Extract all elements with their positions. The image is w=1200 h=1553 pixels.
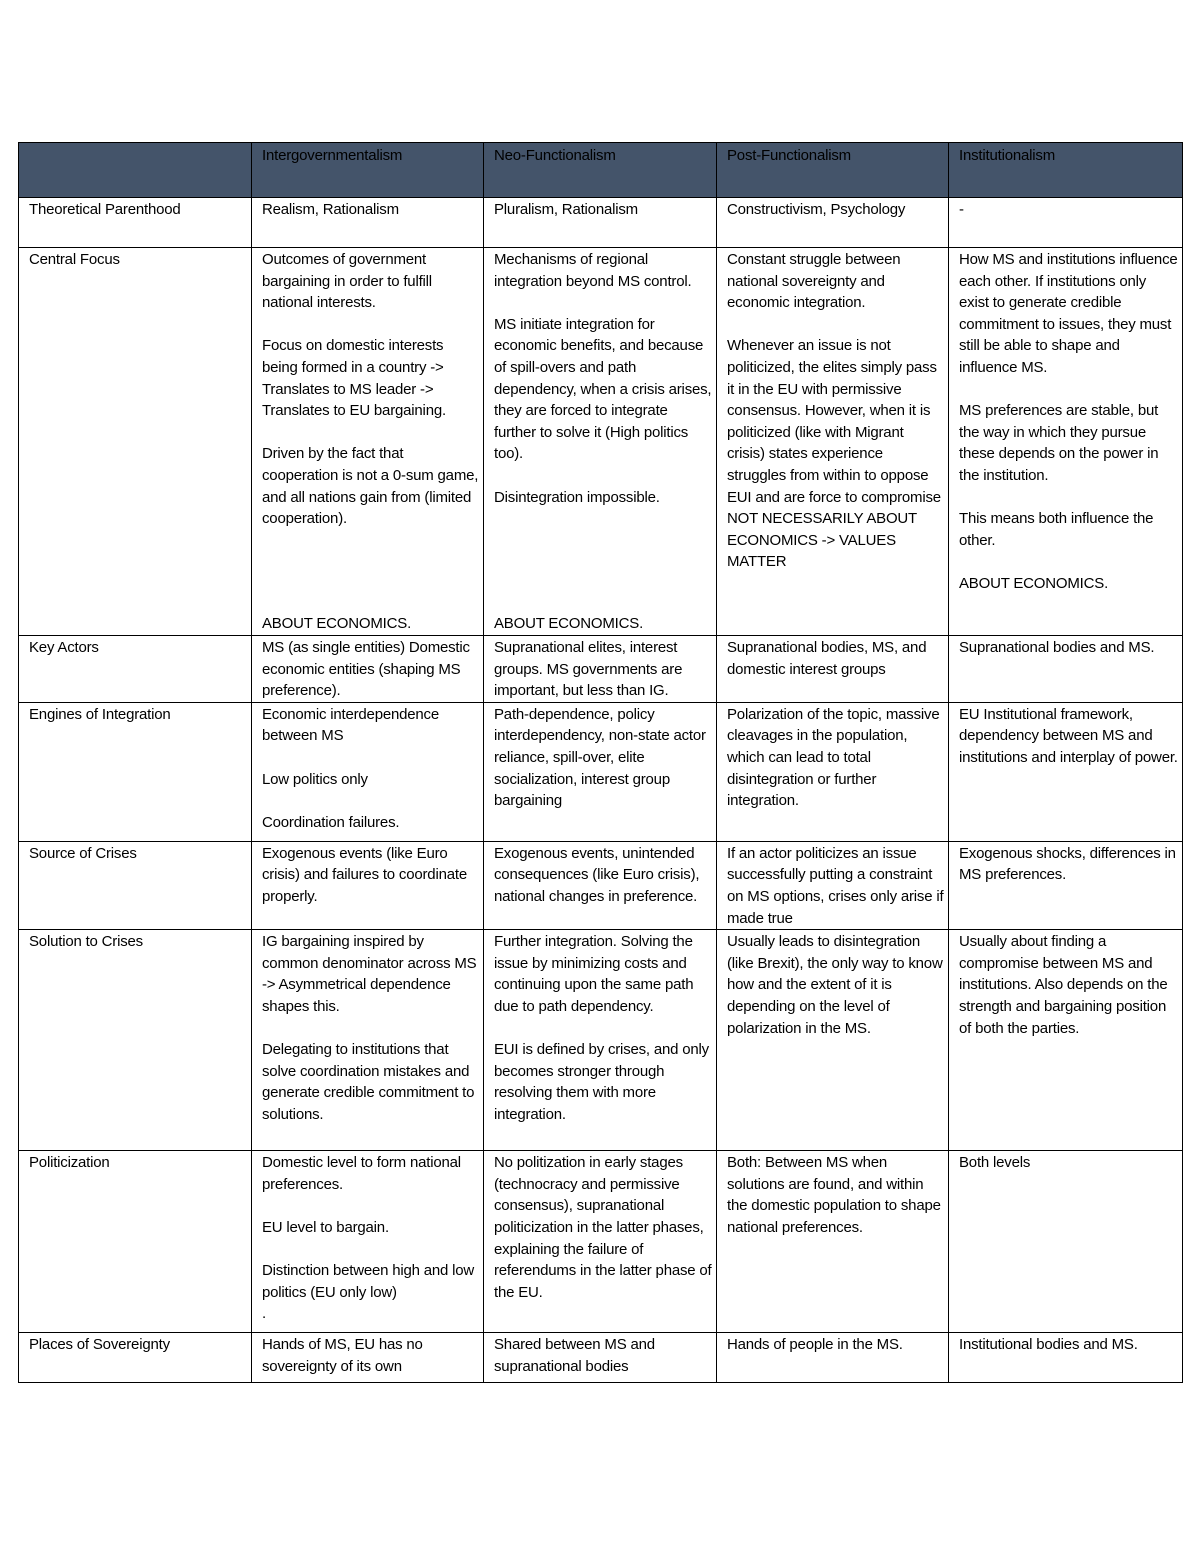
header-post-functionalism: Post-Functionalism [717,143,949,198]
row-label: Source of Crises [19,841,252,929]
paragraph: Economic interdependence between MS [262,705,439,745]
header-institutionalism: Institutionalism [949,143,1183,198]
paragraph: Whenever an issue is not politicized, the elites simply pass it in the EU with permissive consensus. However, when it is politicized (like with Migrant crisis) states experience struggles from within to oppose EUI and are force to compromise [727,337,941,506]
row-central-focus [19,248,1183,636]
row-label: Theoretical Parenthood [19,198,252,248]
comparison-table [18,142,1183,1383]
row-politicization [19,1151,1183,1333]
cell-note: NOT NECESSARILY ABOUT ECONOMICS -> VALUES MATTER [727,510,917,571]
row-label: Politicization [19,1151,252,1333]
paragraph: Constant struggle between national sovereignty and economic integration. [727,251,901,312]
row-label: Engines of Integration [19,702,252,841]
cell-post-functionalism: Both: Between MS when solutions are found, and within the domestic population to shape national preferences. [717,1151,949,1333]
cell-neo-functionalism: No politization in early stages (technocracy and permissive consensus), supranational politicization in the latter phases, explaining the failure of referendums in the latter phase of the EU. [484,1151,717,1333]
row-label: Solution to Crises [19,930,252,1151]
cell-neo-functionalism: Pluralism, Rationalism [484,198,717,248]
cell-institutionalism [949,248,1183,636]
row-solution-to-crises [19,930,1183,1151]
cell-note: ABOUT ECONOMICS. [959,574,1109,592]
trailing-mark: . [262,1305,266,1323]
cell-post-functionalism: Supranational bodies, MS, and domestic interest groups [717,636,949,703]
cell-intergovernmentalism [252,702,484,841]
cell-intergovernmentalism: Hands of MS, EU has no sovereignty of its own [252,1333,484,1383]
paragraph: EU level to bargain. [262,1218,389,1236]
cell-institutionalism: Institutional bodies and MS. [949,1333,1183,1383]
cell-institutionalism: Usually about finding a compromise between MS and institutions. Also depends on the strength and bargaining position of both the parties. [949,930,1183,1151]
paragraph: How MS and institutions influence each other. If institutions only exist to generate credible commitment to issues, they must still be able to shape and influence MS. [959,251,1178,376]
paragraph: Focus on domestic interests being formed in a country -> Translates to MS leader -> Translates to EU bargaining. [262,337,446,420]
paragraph: Domestic level to form national preferences. [262,1154,461,1193]
paragraph: Distinction between high and low politics (EU only low) [262,1262,475,1301]
paragraph: Outcomes of government bargaining in order to fulfill national interests. [262,251,432,312]
paragraph: Delegating to institutions that solve coordination mistakes and generate credible commitment to solutions. [262,1041,475,1123]
paragraph: IG bargaining inspired by common denominator across MS -> Asymmetrical dependence shapes this. [262,933,477,1015]
cell-intergovernmentalism: MS (as single entities) Domestic economic entities (shaping MS preference). [252,636,484,703]
cell-intergovernmentalism [252,248,484,636]
paragraph: Further integration. Solving the issue by minimizing costs and continuing upon the same path due to path dependency. [494,933,694,1015]
header-neo-functionalism: Neo-Functionalism [484,143,717,198]
cell-post-functionalism: Constructivism, Psychology [717,198,949,248]
row-label: Central Focus [19,248,252,636]
paragraph: Disintegration impossible. [494,488,660,506]
header-intergovernmentalism: Intergovernmentalism [252,143,484,198]
row-places-of-sovereignty [19,1333,1183,1383]
paragraph: Low politics only [262,770,368,788]
cell-neo-functionalism: Supranational elites, interest groups. MS governments are important, but less than IG. [484,636,717,703]
cell-institutionalism: EU Institutional framework, dependency between MS and institutions and interplay of power. [949,702,1183,841]
cell-neo-functionalism: Path-dependence, policy interdependency, non-state actor reliance, spill-over, elite socialization, interest group bargaining [484,702,717,841]
cell-neo-functionalism: Exogenous events, unintended consequences (like Euro crisis), national changes in preference. [484,841,717,929]
cell-post-functionalism: Polarization of the topic, massive cleavages in the population, which can lead to total disintegration or further integration. [717,702,949,841]
row-theoretical-parenthood [19,198,1183,248]
paragraph: MS preferences are stable, but the way in which they pursue these depends on the power in the institution. [959,402,1159,484]
cell-intergovernmentalism [252,1151,484,1333]
paragraph: EUI is defined by crises, and only becomes stronger through resolving them with more integration. [494,1041,709,1123]
header-row [19,143,1183,198]
row-source-of-crises [19,841,1183,929]
cell-neo-functionalism: Shared between MS and supranational bodies [484,1333,717,1383]
cell-post-functionalism: If an actor politicizes an issue successfully putting a constraint on MS options, crises only arise if made true [717,841,949,929]
cell-post-functionalism: Hands of people in the MS. [717,1333,949,1383]
paragraph: MS initiate integration for economic benefits, and because of spill-overs and path dependency, when a crisis arises, they are forced to integrate further to solve it (High politics too). [494,315,712,463]
cell-intergovernmentalism: Exogenous events (like Euro crisis) and failures to coordinate properly. [252,841,484,929]
cell-post-functionalism [717,248,949,636]
row-engines-of-integration [19,702,1183,841]
cell-note: ABOUT ECONOMICS. [494,615,644,633]
row-key-actors [19,636,1183,703]
row-label: Places of Sovereignty [19,1333,252,1383]
paragraph: Coordination failures. [262,813,400,831]
cell-institutionalism: Supranational bodies and MS. [949,636,1183,703]
cell-institutionalism: Both levels [949,1151,1183,1333]
cell-neo-functionalism [484,248,717,636]
row-label: Key Actors [19,636,252,703]
paragraph: This means both influence the other. [959,510,1154,549]
paragraph: Mechanisms of regional integration beyond MS control. [494,251,692,290]
cell-institutionalism: Exogenous shocks, differences in MS preferences. [949,841,1183,929]
cell-intergovernmentalism [252,930,484,1151]
cell-institutionalism: - [949,198,1183,248]
cell-note: ABOUT ECONOMICS. [262,615,412,633]
cell-post-functionalism: Usually leads to disintegration (like Brexit), the only way to know how and the extent of it is depending on the level of polarization in the MS. [717,930,949,1151]
paragraph: Driven by the fact that cooperation is not a 0-sum game, and all nations gain from (limited cooperation). [262,445,479,528]
header-cell-empty [19,143,252,198]
cell-neo-functionalism [484,930,717,1151]
cell-intergovernmentalism: Realism, Rationalism [252,198,484,248]
